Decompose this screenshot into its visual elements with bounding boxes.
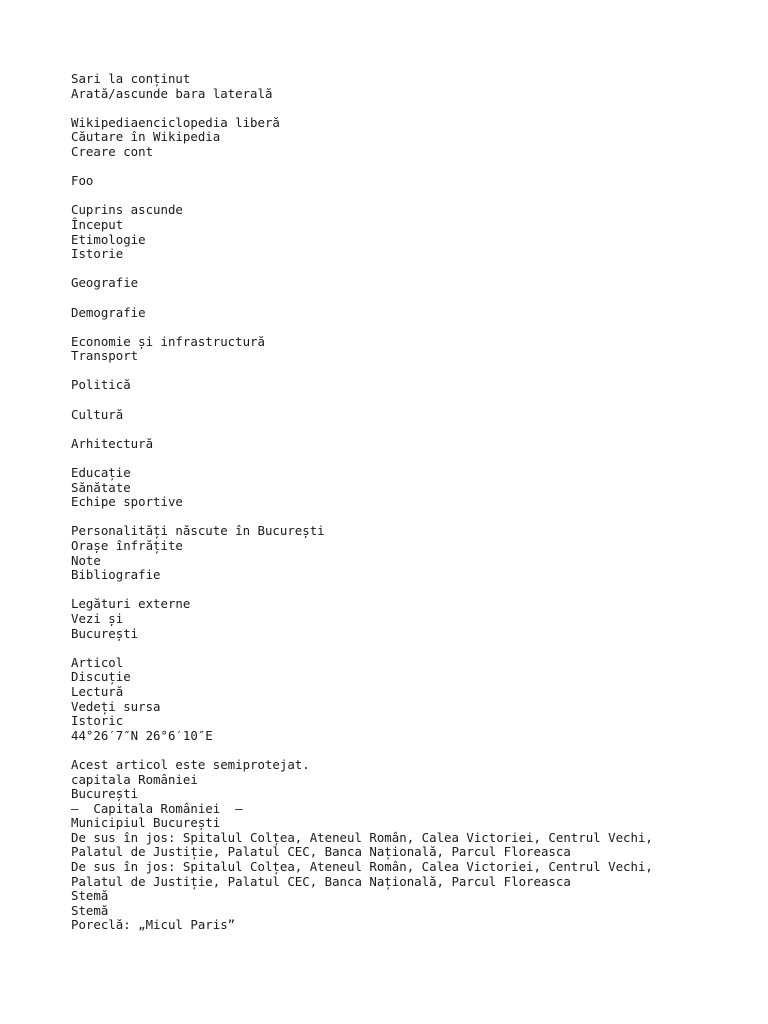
search-link[interactable]: Căutare în Wikipedia bbox=[71, 129, 221, 145]
toc-item-inceput[interactable]: Început bbox=[71, 216, 124, 232]
infobox bbox=[71, 758, 768, 933]
create-account-link[interactable]: Creare cont bbox=[71, 143, 154, 159]
tab-history[interactable]: Istoric bbox=[71, 713, 124, 729]
toc-item-bucuresti[interactable]: București bbox=[71, 625, 139, 641]
spacer bbox=[71, 160, 768, 175]
spacer bbox=[71, 583, 768, 598]
image-caption-line: Palatul de Justiție, Palatul CEC, Banca Națională, Parcul Floreasca bbox=[71, 844, 571, 860]
infobox-subtitle: capitala României bbox=[71, 771, 198, 787]
semiprotected-notice[interactable]: Acest articol este semiprotejat. bbox=[71, 756, 310, 772]
toc-item-echipe-sportive[interactable]: Echipe sportive bbox=[71, 494, 183, 510]
spacer bbox=[71, 291, 768, 306]
page-tabs bbox=[71, 656, 768, 744]
toc-item-demografie[interactable]: Demografie bbox=[71, 304, 146, 320]
spacer bbox=[71, 320, 768, 335]
spacer bbox=[71, 743, 768, 758]
toc-item-sanatate[interactable]: Sănătate bbox=[71, 479, 131, 495]
wikipedia-logo-link[interactable]: Wikipediaenciclopedia liberă bbox=[71, 114, 280, 130]
nickname: Poreclă: „Micul Paris” bbox=[71, 917, 236, 933]
toc-item-personalitati[interactable]: Personalități născute în București bbox=[71, 523, 325, 539]
image-caption-line: De sus în jos: Spitalul Colțea, Ateneul Român, Calea Victoriei, Centrul Vechi, bbox=[71, 859, 653, 875]
toc-item-orase-infratite[interactable]: Orașe înfrățite bbox=[71, 538, 183, 553]
tab-view-source[interactable]: Vedeți sursa bbox=[71, 698, 161, 714]
foo-label: Foo bbox=[71, 173, 94, 189]
coat-of-arms-link[interactable]: Stemă bbox=[71, 888, 109, 904]
spacer bbox=[71, 641, 768, 656]
toc-item-transport[interactable]: Transport bbox=[71, 348, 139, 364]
infobox-official-name: Municipiul București bbox=[71, 815, 221, 831]
toc-item-cultura[interactable]: Cultură bbox=[71, 406, 124, 422]
toc-item-bibliografie[interactable]: Bibliografie bbox=[71, 567, 161, 583]
toc-item-etimologie[interactable]: Etimologie bbox=[71, 231, 146, 247]
spacer bbox=[71, 510, 768, 525]
spacer bbox=[71, 422, 768, 437]
toc-item-geografie[interactable]: Geografie bbox=[71, 275, 139, 291]
spacer bbox=[71, 101, 768, 116]
image-caption-line: Palatul de Justiție, Palatul CEC, Banca Națională, Parcul Floreasca bbox=[71, 873, 571, 889]
spacer bbox=[71, 262, 768, 277]
image-caption-line: De sus în jos: Spitalul Colțea, Ateneul Român, Calea Victoriei, Centrul Vechi, bbox=[71, 829, 653, 845]
spacer bbox=[71, 364, 768, 379]
toc-item-note[interactable]: Note bbox=[71, 552, 101, 568]
infobox-tagline: — Capitala României — bbox=[71, 800, 243, 816]
skip-to-content-link[interactable]: Sari la conținut bbox=[71, 71, 191, 86]
toggle-sidebar-link[interactable]: Arată/ascunde bara laterală bbox=[71, 85, 273, 101]
toc-item-politica[interactable]: Politică bbox=[71, 377, 131, 393]
toc-item-educatie[interactable]: Educație bbox=[71, 465, 131, 481]
toc-item-arhitectura[interactable]: Arhitectură bbox=[71, 435, 154, 451]
toc-item-istorie[interactable]: Istorie bbox=[71, 246, 124, 262]
spacer bbox=[71, 189, 768, 204]
toc-item-legaturi-externe[interactable]: Legături externe bbox=[71, 596, 191, 612]
toc-item-vezi-si[interactable]: Vezi și bbox=[71, 610, 124, 626]
spacer bbox=[71, 393, 768, 408]
tab-discussion[interactable]: Discuție bbox=[71, 669, 131, 685]
tab-read[interactable]: Lectură bbox=[71, 683, 124, 699]
infobox-title: București bbox=[71, 786, 139, 802]
coat-of-arms-label: Stemă bbox=[71, 902, 109, 918]
coordinates-link[interactable]: 44°26′7″N 26°6′10″E bbox=[71, 727, 213, 743]
tab-article[interactable]: Articol bbox=[71, 654, 124, 670]
toc-header-hide-toggle[interactable]: Cuprins ascunde bbox=[71, 202, 183, 218]
spacer bbox=[71, 451, 768, 466]
toc-item-economie[interactable]: Economie și infrastructură bbox=[71, 333, 265, 349]
table-of-contents bbox=[71, 203, 768, 641]
